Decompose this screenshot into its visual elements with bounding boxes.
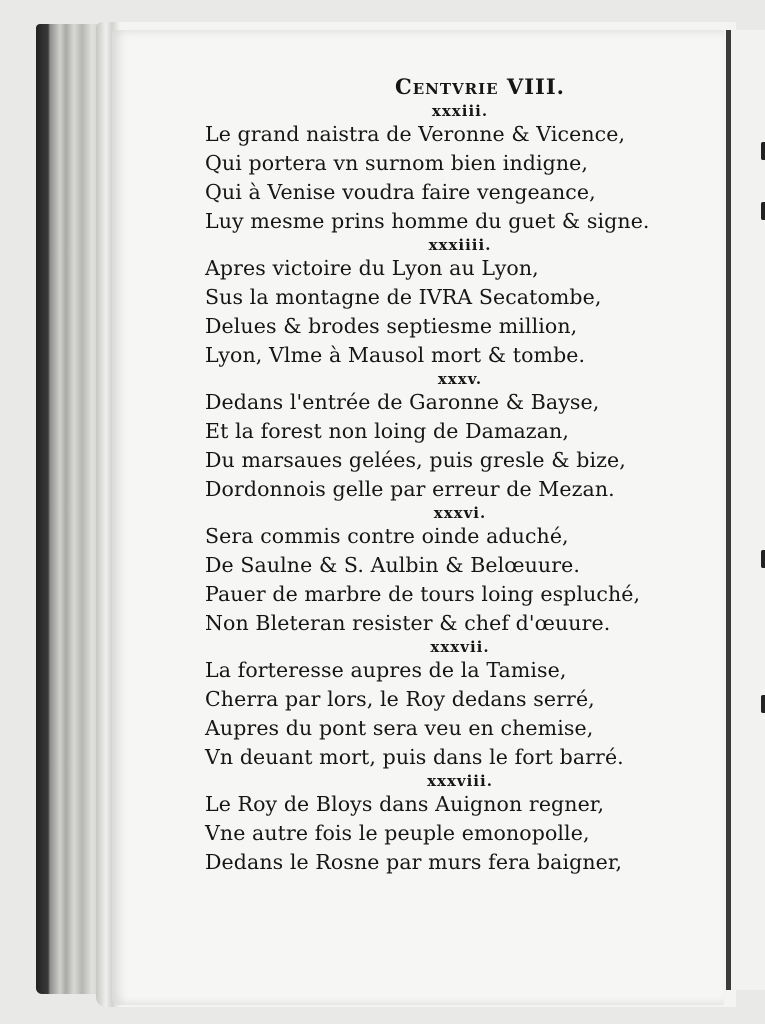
quatrain (205, 504, 685, 638)
verse-line: Qui à Venise voudra faire vengeance, (205, 180, 596, 204)
verse-line: Luy mesme prins homme du guet & signe. (205, 209, 650, 233)
verse-line: Dordonnois gelle par erreur de Mezan. (205, 477, 615, 501)
verse-line: Dedans le Rosne par murs fera baigner, (205, 850, 623, 874)
quatrain (205, 638, 685, 772)
verse-line: De Saulne & S. Aulbin & Belœuure. (205, 553, 580, 577)
quatrain-numeral: xxxiii. (431, 102, 489, 120)
verse-line: Apres victoire du Lyon au Lyon, (205, 256, 539, 280)
facing-page-edge (726, 30, 765, 990)
quatrain (205, 772, 685, 877)
verse-line: La forteresse aupres de la Tamise, (205, 658, 567, 682)
quatrain-numeral: xxxv. (437, 370, 483, 388)
verse-line: Sera commis contre oinde aduché, (205, 524, 569, 548)
verse-line: Vne autre fois le peuple emonopolle, (205, 821, 590, 845)
verse-line: Sus la montagne de IVRA Secatombe, (205, 285, 602, 309)
verse-line: Pauer de marbre de tours loing espluché, (205, 582, 641, 606)
quatrain-numeral: xxxvii. (430, 638, 490, 656)
verse-line: Et la forest non loing de Damazan, (205, 419, 569, 443)
facing-page-glyph (761, 142, 765, 160)
facing-page-glyph (761, 202, 765, 220)
verse-line: Lyon, Vlme à Mausol mort & tombe. (205, 343, 586, 367)
page-header: Centvrie VIII. (395, 74, 565, 99)
facing-page-glyph (761, 550, 765, 568)
quatrain (205, 370, 685, 504)
verse-line: Qui portera vn surnom bien indigne, (205, 151, 589, 175)
quatrain (205, 102, 685, 236)
verse-line: Aupres du pont sera veu en chemise, (205, 716, 594, 740)
quatrain-numeral: xxxiiii. (428, 236, 492, 254)
page-text (205, 72, 685, 877)
verse-line: Vn deuant mort, puis dans le fort barré. (205, 745, 624, 769)
verse-line: Le grand naistra de Veronne & Vicence, (205, 122, 626, 146)
verse-line: Cherra par lors, le Roy dedans serré, (205, 687, 595, 711)
verse-line: Delues & brodes septiesme million, (205, 314, 578, 338)
quatrain-numeral: xxxvi. (433, 504, 487, 522)
quatrain-numeral: xxxviii. (427, 772, 493, 790)
quatrain (205, 236, 685, 370)
verse-line: Du marsaues gelées, puis gresle & bize, (205, 448, 626, 472)
verse-line: Le Roy de Bloys dans Auignon regner, (205, 792, 605, 816)
facing-page-glyph (761, 695, 765, 713)
verse-line: Dedans l'entrée de Garonne & Bayse, (205, 390, 600, 414)
verse-line: Non Bleteran resister & chef d'œuure. (205, 611, 611, 635)
